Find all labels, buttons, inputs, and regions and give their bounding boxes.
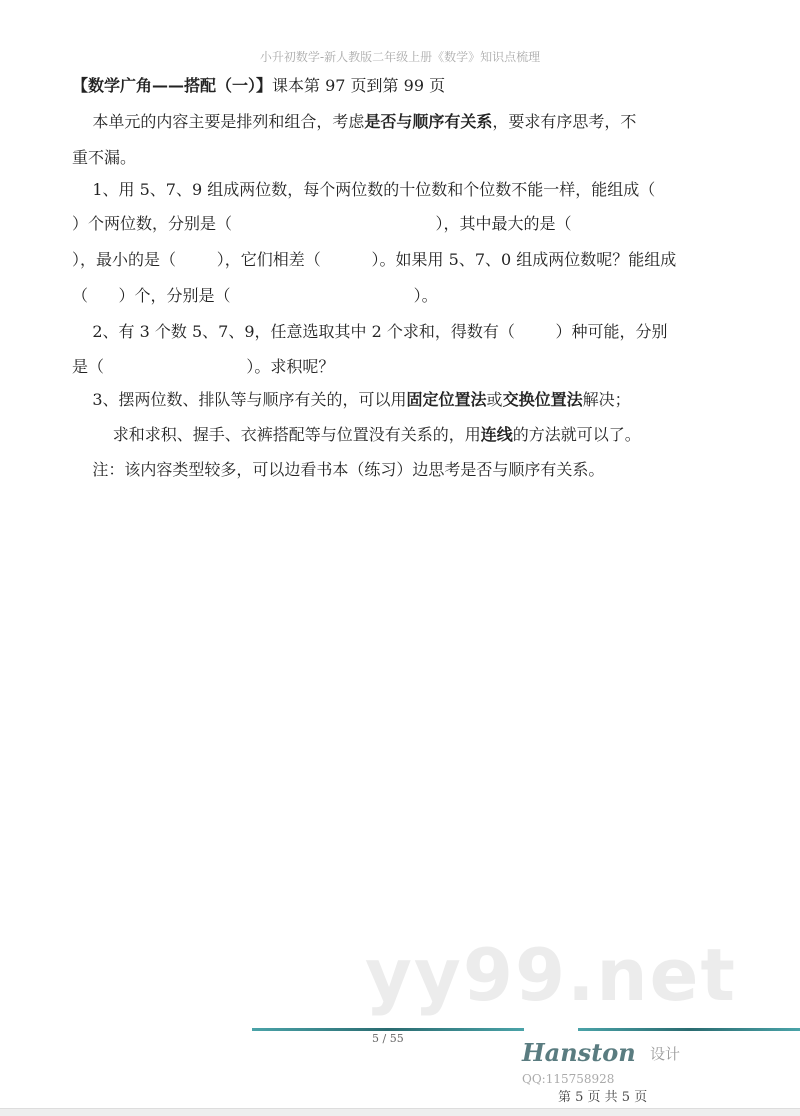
page-indicator: 5 / 55 xyxy=(372,1032,404,1045)
bottom-edge xyxy=(0,1108,800,1116)
q1-line: ）个两位数，分别是（ ），其中最大的是（ xyxy=(72,214,572,233)
section-title xyxy=(72,76,732,96)
bold-text: 连线 xyxy=(480,425,513,444)
bold-text: 固定位置法 xyxy=(406,390,487,409)
text: 或 xyxy=(486,390,503,409)
q2-line: 2、有 3 个数 5、7、9，任意选取其中 2 个求和，得数有（ ）种可能，分别 xyxy=(72,322,668,341)
note-line: 注：该内容类型较多，可以边看书本（练习）边思考是否与顺序有关系。 xyxy=(72,460,605,479)
q3-line-2 xyxy=(72,425,732,445)
q2-line: 是（ ）。求积呢？ xyxy=(72,357,335,376)
page-footer: 第 5 页 共 5 页 xyxy=(558,1090,648,1105)
text: 3、摆两位数、排队等与顺序有关的，可以用 xyxy=(72,390,407,409)
text: 的方法就可以了。 xyxy=(512,425,641,444)
footer-rule xyxy=(578,1028,800,1031)
intro-line-2: 重不漏。 xyxy=(72,148,137,167)
text: 本单元的内容主要是排列和组合，考虑 xyxy=(72,112,365,131)
q1-line: （ ）个，分别是（ ）。 xyxy=(72,286,438,305)
q1-line: 1、用 5、7、9 组成两位数，每个两位数的十位数和个位数不能一样，能组成（ xyxy=(72,180,656,199)
page-header: 小升初数学-新人教版二年级上册《数学》知识点梳理 xyxy=(259,50,541,64)
title-rest: 课本第 97 页到第 99 页 xyxy=(272,76,446,95)
logo-suffix: 设计 xyxy=(650,1045,681,1063)
intro-line xyxy=(72,112,732,132)
text: 求和求积、握手、衣裤搭配等与位置没有关系的，用 xyxy=(72,425,481,444)
q3-line xyxy=(72,390,732,410)
logo: Hanston xyxy=(522,1038,636,1067)
footer-rule xyxy=(252,1028,524,1031)
qq-contact: QQ:115758928 xyxy=(522,1072,615,1086)
q1-line: ），最小的是（ ），它们相差（ ）。如果用 5、7、0 组成两位数呢？能组成 xyxy=(72,250,677,269)
title-bold: 【数学广角——搭配（一）】 xyxy=(72,76,273,95)
bold-text: 是否与顺序有关系 xyxy=(364,112,493,131)
text: 解决； xyxy=(582,390,631,409)
text: ，要求有序思考，不 xyxy=(492,112,637,131)
bold-text: 交换位置法 xyxy=(502,390,583,409)
watermark: yy99.net xyxy=(365,933,737,1017)
